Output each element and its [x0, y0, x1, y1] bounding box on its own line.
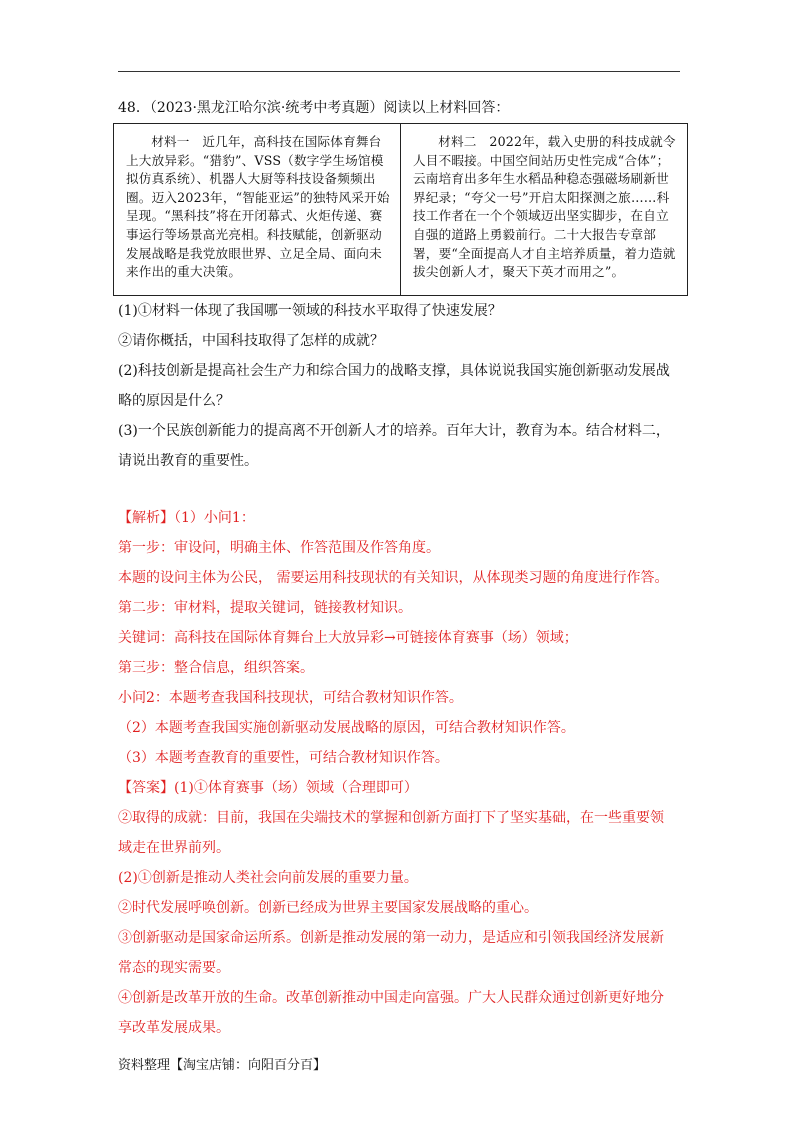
analysis-subq-2: 小问2：本题考查我国科技现状，可结合教材知识作答。 [118, 690, 463, 706]
analysis-step-2: 第二步：审材料，提取关键词，链接教材知识。 [118, 600, 412, 616]
analysis-q3: （3）本题考查教育的重要性，可结合教材知识作答。 [118, 750, 449, 766]
answer-1-2-line-1: ②取得的成就：目前，我国在尖端技术的掌握和创新方面打下了坚实基础，在一些重要领 [118, 810, 664, 826]
question-2-line-2: 略的原因是什么？ [118, 393, 230, 409]
answer-2-4-line-2: 享改革发展成果。 [118, 1020, 230, 1036]
analysis-step-1: 第一步：审设问，明确主体、作答范围及作答角度。 [118, 540, 440, 556]
question-3-line-1: (3)一个民族创新能力的提高离不开创新人才的培养。百年大计，教育为本。结合材料二， [118, 423, 670, 439]
analysis-q2: （2）本题考查我国实施创新驱动发展战略的原因，可结合教材知识作答。 [118, 720, 575, 736]
question-header: 48．（2023·黑龙江哈尔滨·统考中考真题）阅读以上材料回答： [118, 100, 510, 116]
material-1-cell: 材料一 近几年，高科技在国际体育舞台上大放异彩。“猎豹”、VSS（数字学生场馆模拟仿真系统）、机器人大厨等科技设备频频出圈。迈入2023年，“智能亚运”的独特风采开始呈现。“黑科技”将在开闭幕式、火炬传递、赛事运行等场景高光亮相。科技赋能，创新驱动发展战略是我党放眼世界、立足全局、面向未来作出的重大决策。 [114, 124, 401, 296]
answer-2-4-line-1: ④创新是改革开放的生命。改革创新推动中国走向富强。广大人民群众通过创新更好地分 [118, 990, 664, 1006]
analysis-keywords: 关键词：高科技在国际体育舞台上大放异彩→可链接体育赛事（场）领域； [118, 630, 578, 646]
answer-2-3-line-1: ③创新驱动是国家命运所系。创新是推动发展的第一动力，是适应和引领我国经济发展新 [118, 930, 664, 946]
answer-2-2: ②时代发展呼唤创新。创新已经成为世界主要国家发展战略的重心。 [118, 900, 538, 916]
material-2-cell: 材料二 2022年，载入史册的科技成就令人目不暇接。中国空间站历史性完成“合体”；云南培育出多年生水稻品种稳态强磁场刷新世界纪录；“夸父一号”开启太阳探测之旅……科技工作者在一个个领域迈出坚实脚步，在自立自强的道路上勇毅前行。二十大报告专章部署，要“全面提高人才自主培养质量，着力造就拔尖创新人才，聚天下英才而用之”。 [401, 124, 688, 296]
header-rule [118, 71, 680, 72]
answer-heading: 【答案】(1)①体育赛事（场）领域（合理即可） [118, 780, 418, 796]
answer-2-1: (2)①创新是推动人类社会向前发展的重要力量。 [118, 870, 418, 886]
materials-table [113, 123, 688, 296]
analysis-heading: 【解析】（1）小问1： [118, 510, 255, 526]
question-2-line-1: (2)科技创新是提高社会生产力和综合国力的战略支撑，具体说说我国实施创新驱动发展战 [118, 363, 670, 379]
question-3-line-2: 请说出教育的重要性。 [118, 453, 258, 469]
analysis-step-3: 第三步：整合信息，组织答案。 [118, 660, 314, 676]
question-1-2: ②请你概括，中国科技取得了怎样的成就？ [118, 333, 384, 349]
answer-2-3-line-2: 常态的现实需要。 [118, 960, 230, 976]
analysis-subject: 本题的设问主体为公民， 需要运用科技现状的有关知识，从体现类习题的角度进行作答。 [118, 570, 669, 586]
answer-1-2-line-2: 域走在世界前列。 [118, 840, 230, 856]
question-1-1: (1)①材料一体现了我国哪一领域的科技水平取得了快速发展？ [118, 303, 502, 319]
footer-note: 资料整理【淘宝店铺：向阳百分百】 [118, 1058, 327, 1073]
